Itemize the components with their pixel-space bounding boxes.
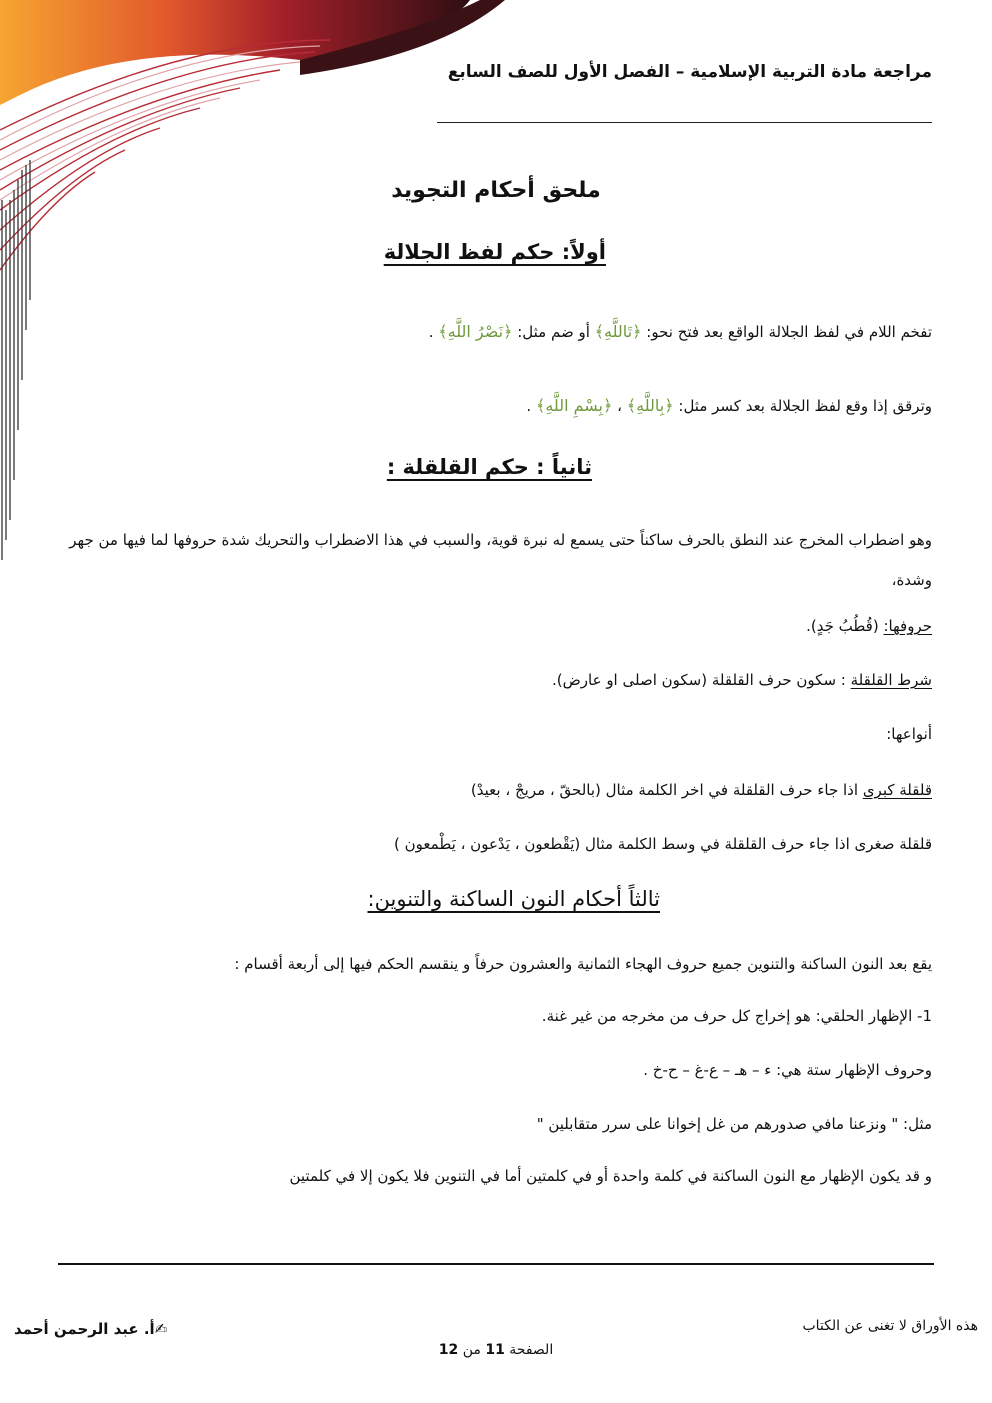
line1-end: . (428, 323, 434, 341)
qalqala-definition: وهو اضطراب المخرج عند النطق بالحرف ساكناً حتى يسمع له نبرة قوية، والسبب في هذا الاضطراب والتحريك شدة حروفها لما فيها من جهر وشدة، (69, 531, 932, 589)
izhar-example: مثل: " ونزعنا مافي صدورهم من غل إخوانا على سرر متقابلين " (536, 1115, 932, 1133)
line1-text-a: تفخم اللام في لفظ الجلالة الواقع بعد فتح نحو: (646, 323, 932, 341)
noon-sakina-intro: يقع بعد النون الساكنة والتنوين جميع حروف الهجاء الثمانية والعشرون حرفاً و ينقسم الحكم فيها إلى أربعة أقسام : (234, 955, 932, 973)
page-of: من (462, 1342, 481, 1358)
page-number (0, 1342, 992, 1358)
qalqala-condition (62, 670, 932, 690)
qalqala-condition-value: : سكون حرف القلقلة (سكون اصلى او عارض). (552, 671, 846, 689)
section2-title: ثانياً : حكم القلقلة : (386, 455, 592, 479)
page-total: 12 (438, 1342, 459, 1358)
section3-title: ثالثاً أحكام النون الساكنة والتنوين: (367, 887, 660, 911)
izhar-definition: 1- الإظهار الحلقي: هو إخراج كل حرف من مخرجه من غير غنة. (541, 1007, 932, 1025)
page-title: ملحق أحكام التجويد (391, 178, 601, 203)
line1-text-b: أو ضم مثل: (517, 323, 590, 341)
line2-end: . (526, 397, 532, 415)
section1-line1 (62, 322, 932, 342)
qalqala-condition-label: شرط القلقلة (850, 671, 932, 689)
footer-divider (58, 1263, 934, 1265)
qalqala-types-label: أنواعها: (886, 725, 932, 743)
quran-example-tallahi: ﴿تَاللَّهِ﴾ (594, 322, 642, 341)
page-current: 11 (485, 1342, 505, 1358)
qalqala-letters-label: حروفها: (883, 617, 932, 635)
section1-title: أولاً: حكم لفظ الجلالة (383, 240, 606, 264)
decorative-ribbon (0, 0, 520, 580)
pen-icon: ✍ (154, 1320, 168, 1338)
qalqala-major-label: قلقلة كبرى (862, 781, 932, 799)
line2-text-a: وترقق إذا وقع لفظ الجلالة بعد كسر مثل: (678, 397, 932, 415)
qalqala-major-value: اذا جاء حرف القلقلة في اخر الكلمة مثال (بالحقّ ، مريجْ ، بعيدْ) (470, 781, 859, 799)
qalqala-letters (62, 616, 932, 636)
line2-sep: ، (617, 397, 622, 415)
qalqala-letters-value: (قُطُبُ جَدٍ). (806, 617, 879, 635)
footer-disclaimer: هذه الأوراق لا تغنى عن الكتاب (802, 1318, 978, 1334)
page-label: الصفحة (509, 1342, 554, 1358)
izhar-letters: وحروف الإظهار ستة هي: ء – هـ – ع-غ – ح-خ . (643, 1061, 932, 1079)
izhar-note: و قد يكون الإظهار مع النون الساكنة في كلمة واحدة أو في كلمتين أما في التنوين فلا يكون إلا في كلمتين (289, 1167, 932, 1185)
quran-example-nasrullah: ﴿نَصْرُ اللَّهِ﴾ (438, 322, 513, 341)
section1-line2 (62, 396, 932, 416)
qalqala-minor: قلقلة صغرى اذا جاء حرف القلقلة في وسط الكلمة مثال (يَقْطعون ، يَدْعون ، يَطْمعون ) (394, 835, 932, 853)
quran-example-bismillah: ﴿بِسْمِ اللَّهِ﴾ (535, 396, 613, 415)
quran-example-billahi: ﴿بِاللَّهِ﴾ (626, 396, 674, 415)
footer-author (14, 1320, 167, 1338)
qalqala-major (62, 780, 932, 800)
author-name: أ. عبد الرحمن أحمد (14, 1320, 155, 1338)
header-divider (437, 122, 932, 123)
document-header: مراجعة مادة التربية الإسلامية – الفصل الأول للصف السابع (447, 62, 932, 82)
